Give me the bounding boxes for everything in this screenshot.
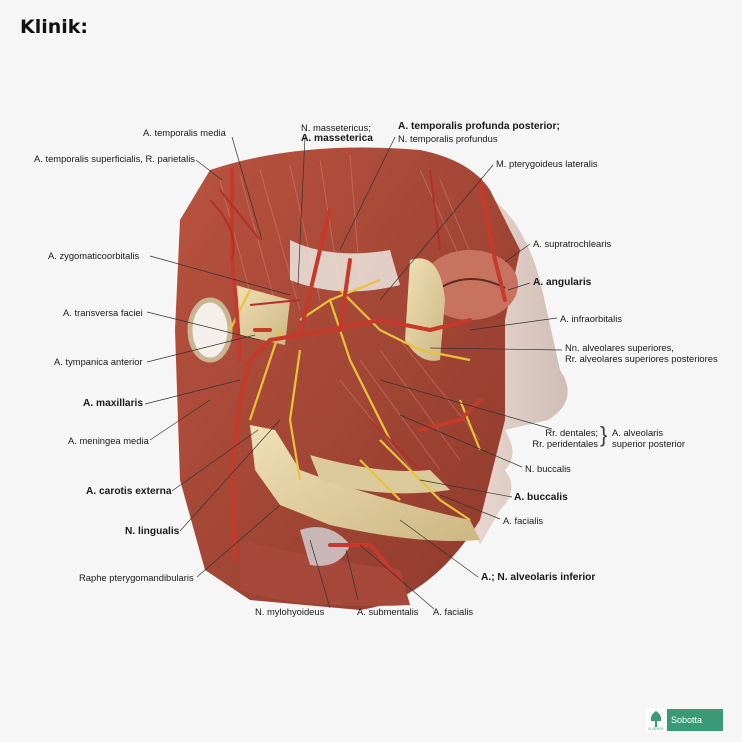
label-m-pterygoideus-lateralis: M. pterygoideus lateralis — [496, 158, 598, 169]
ear-canal — [190, 300, 230, 360]
label-raphe-pterygomandibularis: Raphe pterygomandibularis — [79, 572, 194, 583]
label-a-meningea-media: A. meningea media — [68, 435, 149, 446]
label-rr-dentales: Rr. dentales; — [545, 427, 598, 438]
label-a-tympanica-anterior: A. tympanica anterior — [54, 356, 143, 367]
label-n-temporalis-profundus: N. temporalis profundus — [398, 133, 498, 144]
label-a-submentalis: A. submentalis — [357, 606, 419, 617]
label-a-carotis-externa: A. carotis externa — [86, 486, 172, 497]
label-n-lingualis: N. lingualis — [125, 526, 180, 537]
label-a-facialis-bottom: A. facialis — [433, 606, 474, 617]
label-a-facialis-right: A. facialis — [503, 515, 544, 526]
label-n-mylohyoideus: N. mylohyoideus — [255, 606, 325, 617]
label-a-transversa-faciei: A. transversa faciei — [63, 307, 143, 318]
label-a-maxillaris: A. maxillaris — [83, 398, 144, 409]
label-a-temporalis-superficialis: A. temporalis superficialis, R. parietalis — [34, 153, 195, 164]
label-a-angularis: A. angularis — [533, 277, 592, 288]
label-a-infraorbitalis: A. infraorbitalis — [560, 313, 623, 324]
brand-label: Sobotta — [667, 709, 723, 731]
label-a-temporalis-profunda-posterior: A. temporalis profunda posterior; — [398, 121, 560, 132]
label-rr-alveolares: Rr. alveolares superiores posteriores — [565, 353, 718, 364]
page-title: Klinik: — [20, 16, 89, 38]
label-nn-alveolares: Nn. alveolares superiores, — [565, 342, 674, 353]
label-a-alveolaris: A. alveolaris — [612, 427, 664, 438]
publisher-logo-text: ELSEVIER — [648, 727, 664, 731]
elsevier-tree-icon — [646, 708, 666, 732]
label-a-zygomaticoorbitalis: A. zygomaticoorbitalis — [48, 250, 140, 261]
label-a-buccalis: A. buccalis — [514, 492, 568, 503]
label-rr-peridentales: Rr. peridentales — [532, 438, 598, 449]
label-a-n-alveolaris-inferior: A.; N. alveolaris inferior — [481, 572, 596, 583]
label-n-buccalis: N. buccalis — [525, 463, 571, 474]
label-n-massetericus: N. massetericus; — [301, 122, 371, 133]
label-a-masseterica: A. masseterica — [301, 133, 373, 144]
label-a-temporalis-media: A. temporalis media — [143, 127, 226, 138]
sobotta-brand — [646, 708, 723, 732]
label-superior-posterior: superior posterior — [612, 438, 685, 449]
label-a-supratrochlearis: A. supratrochlearis — [533, 238, 612, 249]
brace-symbol: } — [600, 422, 608, 447]
